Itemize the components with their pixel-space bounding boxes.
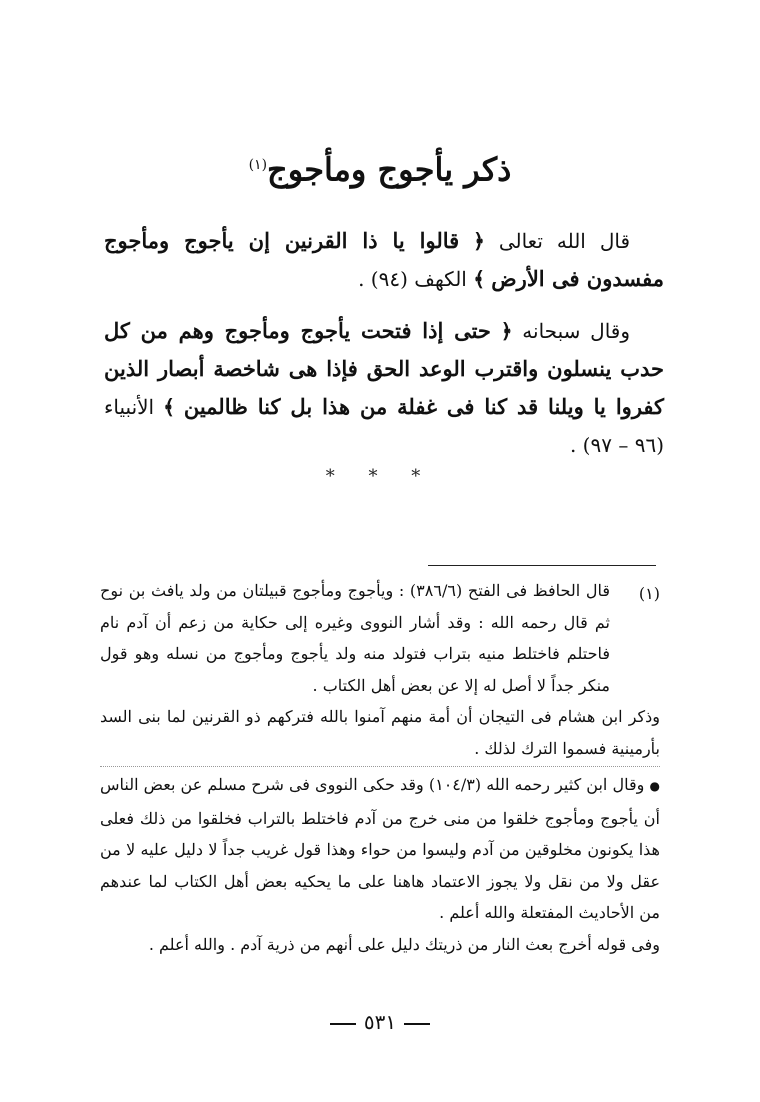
footnotes [100, 575, 660, 960]
footnote-paragraph-4: وفى قوله أخرج بعث النار من ذريتك دليل على أنهم من ذرية آدم . والله أعلم . [148, 934, 660, 954]
para1-verse: قالوا يا ذا القرنين إن يأجوج ومأجوج مفسدون فى الأرض [104, 228, 664, 291]
paragraph-kahf [104, 222, 664, 298]
para2-verse: حتى إذا فتحت يأجوج ومأجوج وهم من كل حدب ينسلون واقترب الوعد الحق فإذا هى شاخصة أبصار الذين كفروا يا ويلنا قد كنا فى غفلة من هذا بل كنا ظالمين [104, 318, 665, 419]
para2-citation: الأنبياء (٩٦ – ٩٧) . [104, 395, 664, 457]
footnote-number: (١) [638, 584, 660, 603]
page-title [0, 140, 760, 195]
title-footnote-mark: (١) [248, 157, 268, 173]
footnote-paragraph-1: قال الحافظ فى الفتح (٣٨٦/٦) : ويأجوج ومأجوج قبيلتان من ولد يافث بن نوح ثم قال رحمه الله : وقد أشار النووى وغيره إلى حكاية من زعم أن آدم نام فاحتلم فاختلط منيه بتراب فتولد منه ولد يأجوج ومأجوج من نسله وهو قول منكر جداً لا أصل له إلا عن بعض أهل الكتاب . [100, 581, 610, 695]
para1-open-bracket: ﴿ [473, 229, 485, 253]
title-text: ذكر يأجوج ومأجوج [267, 150, 512, 189]
para2-intro: وقال سبحانه [522, 319, 631, 343]
section-separator: * * * [325, 466, 435, 487]
dash-left [330, 1023, 356, 1025]
paragraph-anbiya [104, 312, 664, 464]
footnote-rule [428, 565, 656, 566]
page-number-text: ٥٣١ [363, 1010, 397, 1034]
footnote-paragraph-3 [100, 769, 660, 929]
para1-citation: الكهف (٩٤) . [358, 267, 467, 291]
footnote-divider [100, 766, 660, 767]
page-number [0, 1010, 760, 1034]
para1-close-bracket: ﴾ [473, 267, 485, 291]
para2-open-bracket: ﴿ [500, 319, 513, 343]
bullet-icon: ● [649, 779, 660, 793]
dash-right [404, 1023, 430, 1025]
footnote-paragraph-3-text: وقال ابن كثير رحمه الله (١٠٤/٣) وقد حكى النووى فى شرح مسلم عن بعض الناس أن يأجوج ومأجوج خلقوا من منى خرج من آدم فاختلط بالتراب فخلقوا من ذلك فعلى هذا يكونون مخلوقين من آدم وليسوا من حواء وهذا قول غريب جداً لا دليل عليه لا من عقل ولا من نقل ولا يجوز الاعتماد هاهنا على ما يحكيه بعض أهل الكتاب لما عندهم من الأحاديث المفتعلة والله أعلم . [100, 775, 660, 922]
para2-close-bracket: ﴾ [163, 395, 175, 419]
footnote-paragraph-2: وذكر ابن هشام فى التيجان أن أمة منهم آمنوا بالله فتركهم ذو القرنين لما بنى السد بأرمينية فسموا الترك لذلك . [100, 707, 660, 758]
para1-intro: قال الله تعالى [498, 229, 631, 253]
